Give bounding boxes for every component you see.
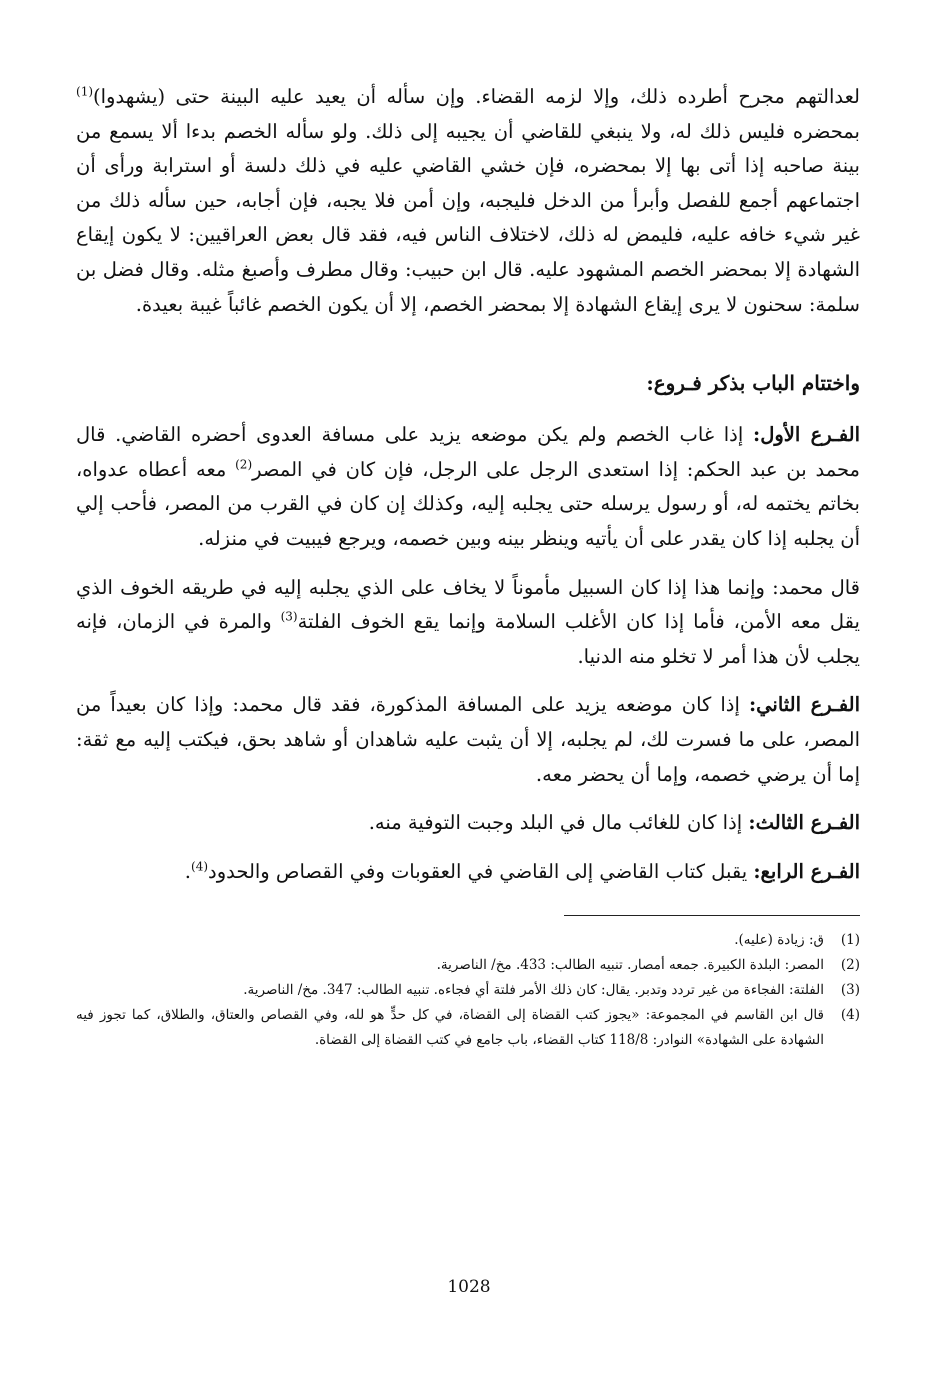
footnote-item (76, 928, 860, 953)
muhammad-paragraph (76, 571, 860, 675)
footnote-item (76, 1003, 860, 1053)
branch-fourth-label: الفـرع الرابع: (753, 859, 860, 883)
branch-first-text: إذا غاب الخصم ولم يكن موضعه يزيد على مسافة العدوى أحضره القاضي. قال محمد بن عبد الحكم: إذا استعدى الرجل على الرجل، فإن كان في المصر (76, 423, 861, 481)
branch-fourth-paragraph (76, 855, 860, 890)
footnote-number: (1) (840, 932, 860, 949)
branch-fourth-end: . (184, 859, 191, 883)
branch-third-label: الفـرع الثالث: (748, 811, 860, 835)
intro-text-continued: بمحضره فليس ذلك له، ولا ينبغي للقاضي أن يجيبه إلى ذلك. ولو سأله الخصم بدءا ألا يسمع من بينة صاحبه إذا أتى بها إلا بمحضره، فإن خشي القاضي عليه في ذلك دلسة أو استرابة ورأى أن اجتماعهم أجمع للفصل وأبرأ من الدخل فليجبه، وإن أمن فلا يجبه، فإن أجابه، حين سأله ذلك من غير شيء خافه عليه، فليمض له ذلك، لاختلاف الناس فيه، فقد قال بعض العراقيين: لا يكون إيقاع الشهادة إلا بمحضر الخصم المشهود عليه. قال ابن حبيب: وقال مطرف وأصبغ مثله. وقال فضل بن سلمة: سحنون لا يرى إيقاع الشهادة إلا بمحضر الخصم، إلا أن يكون الخصم غائباً غيبة بعيدة. (76, 119, 860, 316)
branch-second-label: الفـرع الثاني: (748, 693, 860, 717)
muhammad-text: قال محمد: وإنما هذا إذا كان السبيل مأموناً لا يخاف على الذي يجلبه إليه في طريقه الخوف الذي يقل معه الأمن، فأما إذا كان الأغلب السلامة وإنما يقع الخوف الفلتة (76, 575, 860, 634)
footnote-ref-1[interactable]: (1) (76, 84, 94, 99)
branch-third-text: إذا كان للغائب مال في البلد وجبت التوفية منه. (368, 811, 749, 835)
page-number: 1028 (447, 1277, 491, 1297)
branch-first-label: الفـرع الأول: (753, 423, 860, 447)
muhammad-text-continued: والمرة في الزمان، فإنه يجلب لأن هذا أمر لا تخلو منه الدنيا. (76, 610, 860, 668)
footnote-text: ق: زيادة (عليه). (734, 932, 824, 949)
intro-text: لعدالتهم مجرح أطرده ذلك، وإلا لزمه القضاء. وإن سأله أن يعيد عليه البينة حتى (يشهدوا) (93, 85, 860, 108)
footnote-text: المصر: البلدة الكبيرة. جمعه أمصار. تنبيه الطالب: 433. مخ/ الناصرية. (436, 957, 824, 974)
branch-second-text: إذا كان موضعه يزيد على المسافة المذكورة، فقد قال محمد: وإذا كان بعيداً من المصر، على ما فسرت لك، لم يجلبه، إلا أن يثبت عليه شاهدان أو شاهد بحق، فيكتب إليه مع ثقة: إما أن يرضي خصمه، وإما أن يحضر معه. (76, 693, 860, 786)
footnote-number: (2) (840, 957, 860, 974)
footnote-item (76, 953, 860, 978)
footnote-text: قال ابن القاسم في المجموعة: «يجوز كتب القضاة إلى القضاة، في كل حدٍّ هو لله، وفي القصاص والعتاق، والطلاق، كما تجوز فيه الشهادة على الشهادة» النوادر: 118/8 كتاب القضاء، باب جامع في كتب القضاة إلى القضاة. (76, 1007, 824, 1049)
footnote-text: الفلتة: الفجاءة من غير تردد وتدبر. يقال: كان ذلك الأمر فلتة أي فجاءه. تنبيه الطالب: 347. مخ/ الناصرية. (243, 982, 824, 999)
footnote-item (76, 978, 860, 1003)
branch-first-text-continued: معه أعطاه عدواه، بخاتم يختمه له، أو رسول يرسله حتى يجلبه إليه، وكذلك إن كان في القرب من المصر، فأحب إلي أن يجلبه إذا كان يقدر على أن يأتيه وينظر بينه وبين خصمه، ويرجع فيبيت في منزله. (76, 457, 860, 550)
section-heading: واختتام الباب بذكر فـروع: (646, 371, 860, 396)
branch-third-paragraph (76, 806, 860, 841)
branch-second-paragraph (76, 688, 860, 792)
footnote-ref-4[interactable]: (4) (191, 859, 209, 874)
intro-paragraph (76, 80, 860, 322)
footnote-ref-2[interactable]: (2) (235, 457, 253, 472)
footnotes-list (76, 928, 860, 1053)
branch-fourth-text: يقبل كتاب القاضي إلى القاضي في العقوبات وفي القصاص والحدود (208, 859, 754, 883)
footnote-divider (564, 915, 860, 916)
footnote-ref-3[interactable]: (3) (280, 609, 298, 624)
footnote-number: (4) (840, 1007, 860, 1024)
footnote-number: (3) (840, 982, 860, 999)
branch-first-paragraph (76, 418, 860, 556)
